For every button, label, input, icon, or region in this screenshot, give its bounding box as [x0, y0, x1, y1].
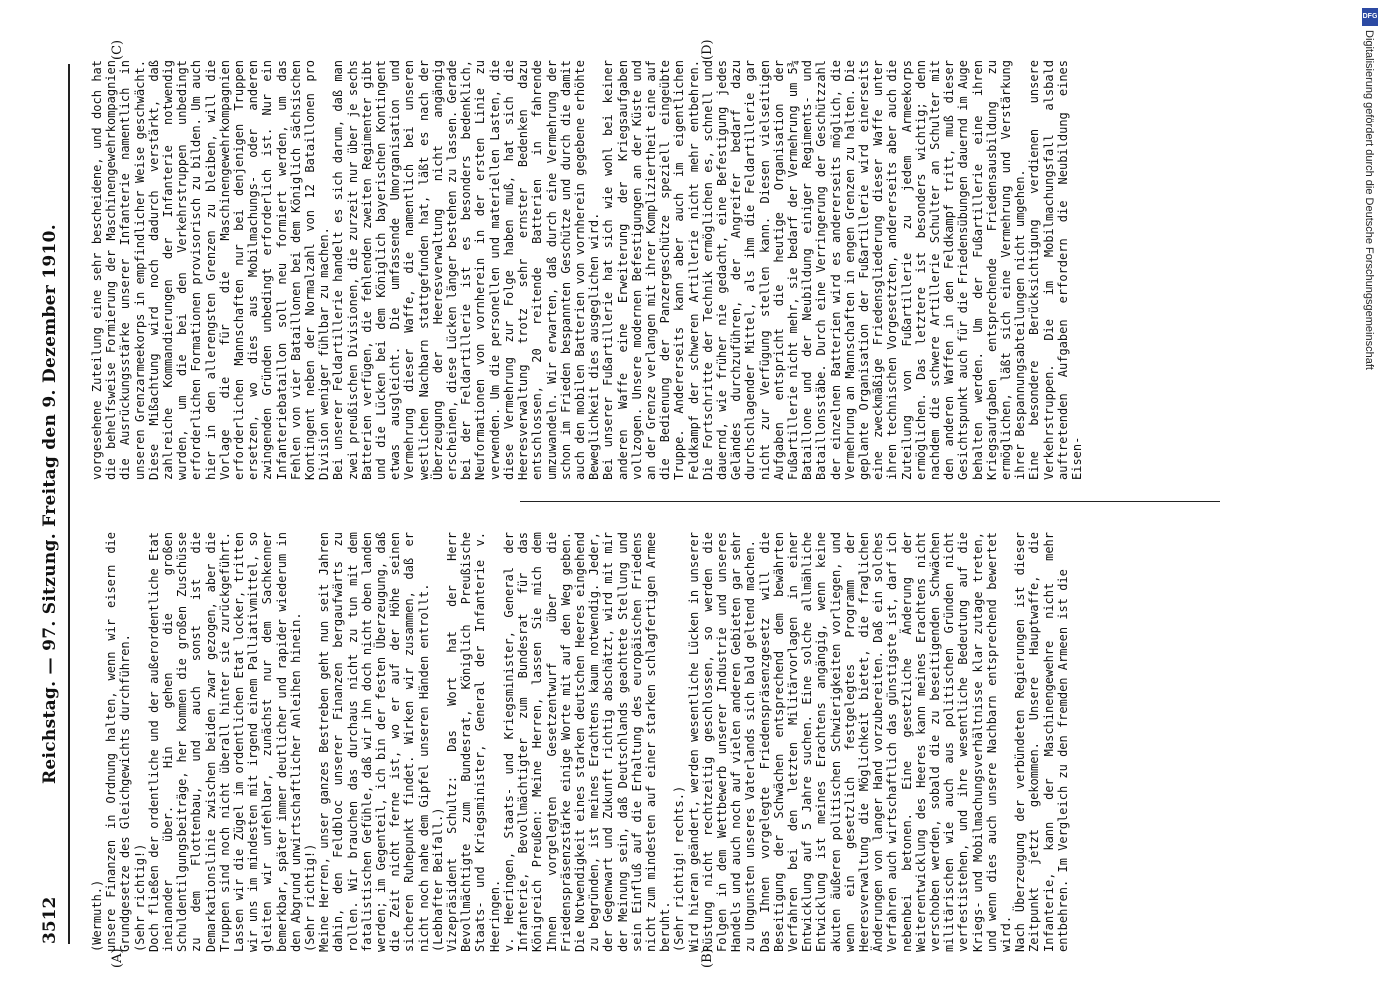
- margin-marker-d: (D): [700, 39, 715, 60]
- margin-marker-c: (C): [110, 39, 125, 60]
- margin-marker-b: (B): [700, 948, 715, 968]
- column-divider: [520, 501, 1220, 502]
- header-rule: [68, 64, 70, 944]
- page-header: [40, 64, 66, 944]
- left-column-text: (Wermuth.) unsere Finanzen in Ordnung halten, wenn wir eisern die Grundgesetze des Gleichgewichts durchführen. (Sehr richtig!) Doch fließen der ordentliche und der außerordentliche Etat ineinander über. Hin gehen die großen Schuldentilgungsbeiträge, her kommen die großen Zuschüsse zu dem Flottenbau, und auch sonst ist die Demarkationslinie zwischen beiden zwar gezogen, aber die Truppen sind noch nicht überall hinter sie zurückgeführt. Lassen wir die Zügel im ordentlichen Etat locker, tritten wir uns im mindesten mit irgend einem Palliativmittel, so gleiten wir unfehlbar, zunächst nur dem Sachkenner bemerkbar, später immer deutlicher und rapider wiederum in den Abgrund unwirtschaftlicher Anleihen hinein. (Sehr richtig!) Meine Herren, unser ganzes Bestreben geht nun seit Jahren dahin, den Feldbloc unserer Finanzen bergaufwärts zu rollen. Wir brauchen das durchaus nicht zu tun mit dem fatalistischen Gefühle, daß wir ihn doch nicht oben landen werden; im Gegenteil, ich bin der festen Überzeugung, daß die Zeit nicht ferne ist, wo er auf der Höhe seinen sicheren Ruhepunkt findet. Wirken wir zusammen, daß er nicht noch nahe dem Gipfel unseren Händen entrollt. (Lebhafter Beifall.) Vizepräsident Schultz: Das Wort hat der Herr Bevollmächtigte zum Bundesrat, Königlich Preußische Staats- und Kriegsminister, General der Infanterie v. Heeringen. v. Heeringen, Staats- und Kriegsminister, General der Infanterie, Bevollmächtigter zum Bundesrat für das Königreich Preußen: Meine Herren, lassen Sie mich dem Ihnen vorgelegten Gesetzentwurf über die Friedenspräsenzstärke einige Worte mit auf den Weg geben. Die Notwendigkeit eines starken deutschen Heeres eingehend zu begründen, ist meines Erachtens kaum notwendig. Jeder, der Gegenwart und Zukunft richtig abschätzt, wird mit mir der Meinung sein, daß Deutschlands geachtete Stellung und sein Einfluß auf die Erhaltung des europäischen Friedens nicht zum mindesten auf einer starken schlagfertigen Armee beruht. (Sehr richtig! rechts.) Wird hieran geändert, werden wesentliche Lücken in unserer Rüstung nicht rechtzeitig geschlossen, so werden die Folgen in dem Wettbewerb unserer Industrie und unseres Handels und auch noch auf vielen anderen Gebieten gar sehr zu Ungunsten unseres Vaterlands sich bald geltend machen. Das Ihnen vorgelegte Friedenspräsenzgesetz will die Beseitigung der Schwächen entsprechend dem bewährten Verfahren bei den letzten Militärvorlagen in einer Entwicklung auf 5 Jahre suchen. Eine solche allmähliche Entwicklung ist meines Erachtens angängig, wenn keine akuten äußeren politischen Schwierigkeiten vorliegen, und wenn ein gesetzlich festgelegtes Programm der Heeresverwaltung die Möglichkeit bietet, die fraglichen Änderungen von langer Hand vorzubereiten. Daß ein solches Verfahren auch wirtschaftlich das günstigste ist, darf ich nebenbei betonen. Eine gesetzliche Änderung der Weiterentwicklung des Heeres kann meines Erachtens nicht verschoben werden, sobald die zu beseitigenden Schwächen militärischen wie auch aus politischen Gründen nicht verfestistehen, und ihre wesentliche Bedeutung auf die Kriegs- und Mobilmachungsverhältnisse klar zutage treten, und wenn dies auch unsere Nachbarn entsprechend bewertet wird. Nach Überzeugung der verbündeten Regierungen ist dieser Zeitpunkt jetzt gekommen. Unsere Hauptwaffe, die Infanterie, kann der Maschinengewehre nicht mehr entbehren. Im Vergleich zu den fremden Armeen ist die: [90, 532, 1070, 952]
- page-number: 3512: [40, 896, 60, 944]
- page-title: Reichstag. — 97. Sitzung. Freitag den 9. Dezember 1910.: [40, 223, 60, 785]
- credit-text: Digitalisierung gefördert durch die Deutsche Forschungsgemeinschaft: [1363, 30, 1375, 370]
- digitization-credit: [1361, 6, 1379, 746]
- right-column-text: vorgesehene Zuteilung eine sehr bescheidene, und doch hat die behelfsweise Formierung der Maschinengewehrkompagnien die Ausrückungsstärke unserer Infanterie namentlich in unseren Grenzarmeekorps in empfindlicher Weise geschwächt. Diese Mißachtung wird noch dadurch verstärkt, daß zahlreiche Kommandierungen der Infanterie notwendig wurden, um die bei den Verkehrstruppen unbedingt erforderlichen Formationen provisorisch zu bilden. Um auch hier in den allerengsten Grenzen zu bleiben, will die Vorlage die für die Maschinengewehrkompagnien erforderlichen Mannschaften nur bei denjenigen Truppen ersetzen, wo dies aus Mobilmachungs- oder anderen zwingenden Gründen unbedingt erforderlich ist. Nur ein Infanteriebataillon soll neu formiert werden, um das Fehlen von vier Bataillonen bei dem Königlich sächsischen Kontingent neben der Normalzahl von 12 Bataillonen pro Division weniger fühlbar zu machen. Bei unserer Feldartillerie handelt es sich darum, daß man zwei preußischen Divisionen, die zurzeit nur über je sechs Batterien verfügen, die fehlenden zweiten Regimenter gibt und die Lücken bei dem Königlich bayerischen Kontingent etwas ausgleicht. Die umfassende Umorganisation und Vermehrung dieser Waffe, die namentlich bei unseren westlichen Nachbarn stattgefunden hat, läßt es nach der Überzeugung der Heeresverwaltung nicht angängig erscheinen, diese Lücken länger bestehen zu lassen. Gerade bei der Feldartillerie ist es besonders bedenklich, Neuformationen von vornherein in der ersten Linie zu verwenden. Um die personellen und materiellen Lasten, die diese Vermehrung zur Folge haben muß, hat sich die Heeresverwaltung trotz sehr ernster Bedenken dazu entschlossen, 20 reitende Batterien in fahrende umzuwandeln. Wir erwarten, daß durch eine Vermehrung der schon im Frieden bespannten Geschütze und durch die damit auch den mobilen Batterien von vornherein gegebene erhöhte Beweglichkeit dies ausgeglichen wird. Bei unserer Fußartillerie hat sich wie wohl bei keiner anderen Waffe eine Erweiterung der Kriegsaufgaben vollzogen. Unsere modernen Befestigungen an der Küste und an der Grenze verlangen mit ihrer Kompliziertheit eine auf die Bedienung der Panzergeschütze speziell eingeübte Truppe. Andererseits kann aber auch im eigentlichen Feldkampf der schweren Artillerie nicht mehr entbehren. Die Fortschritte der Technik ermöglichen es, schnell und dauernd, wie früher nie gedacht, eine Befestigung jedes Geländes durchzuführen, der Angreifer bedarf dazu durchschlagender Mittel, als ihm die Feldartillerie gar nicht zur Verfügung stellen kann. Diesen vielseitigen Aufgaben entspricht die heutige Organisation der Fußartillerie nicht mehr, sie bedarf der Vermehrung um 5¾ Bataillone und der Neubildung einiger Regiments- und Bataillonsstäbe. Durch eine Verringerung der Geschützzahl der einzelnen Batterien wird es andererseits möglich, die Vermehrung an Mannschaften in engen Grenzen zu halten. Die geplante Organisation der Fußartillerie wird einerseits eine zweckmäßige Friedensgliederung dieser Waffe unter ihren technischen Vorgesetzten, andererseits aber auch die Zuteilung von Fußartillerie zu jedem Armeekorps ermöglichen. Das letztere ist besonders wichtig; denn nachdem die schwere Artillerie Schulter an Schulter mit den anderen Waffen in den Feldkampf tritt, muß dieser Gesichtspunkt auch für die Friedensübungen dauernd im Auge behalten werden. Um der Fußartillerie eine ihren Kriegsaufgaben entsprechende Friedensausbildung zu ermöglichen, läßt sich eine Vermehrung und Verstärkung ihrer Bespannungsabteilungen nicht umgehen. Eine besondere Berücksichtigung verdienen unsere Verkehrstruppen. Die im Mobilmachungsfall alsbald auftretenden Aufgaben erfordern die Neubildung eines Eisen-: [90, 60, 1085, 480]
- dfg-logo: DFG: [1362, 8, 1378, 26]
- margin-marker-a: (A): [110, 948, 125, 968]
